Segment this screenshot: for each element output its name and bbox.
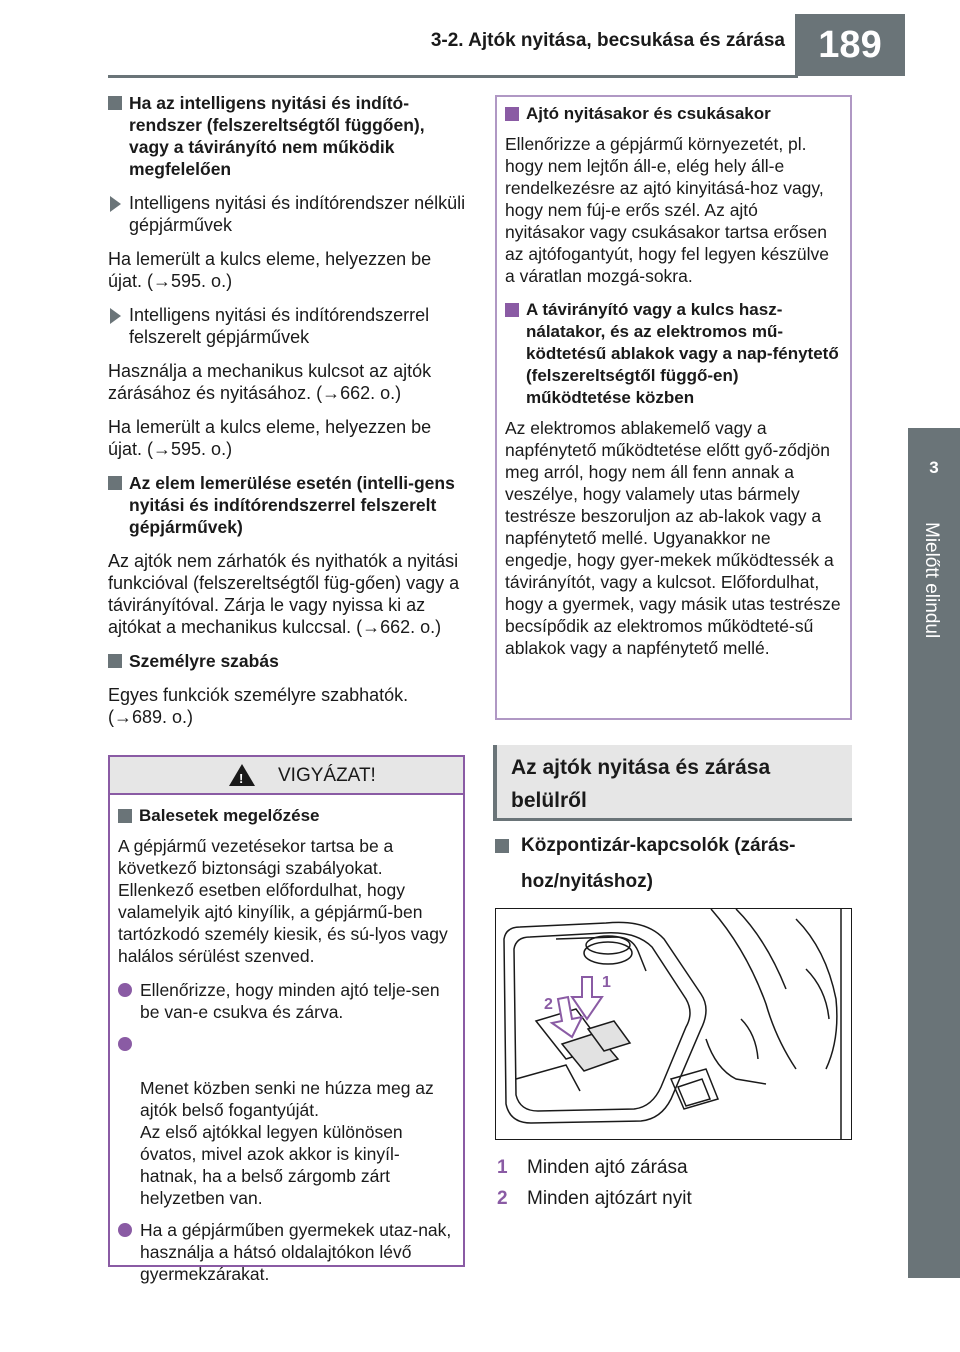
square-bullet-icon bbox=[505, 107, 519, 121]
square-bullet-icon bbox=[108, 476, 122, 490]
warning-body bbox=[110, 795, 463, 1285]
legend-number: 2 bbox=[497, 1188, 508, 1209]
triangle-bullet-icon bbox=[110, 308, 121, 324]
legend-text: Minden ajtózárt nyit bbox=[527, 1188, 692, 1209]
paragraph: Az elektromos ablakemelő vagy a napfénytető működtetése előtt győ-ződjön meg arról, hogy nem áll fenn annak a veszélye, hogy valamely utas bármely testrésze beszoruljon az ab-lakok vagy a napfénytető mellé. Ugyanakkor ne engedje, hogy gyer-mekek működtessék a távirányítót, vagy a kulcsot. Előfordulhat, hogy a gyermek, vagy másik utas testrésze becsípődik az elektromos működteté-sű ablakok vagy a napfénytető mellé. bbox=[505, 418, 841, 658]
arrow-item-no-smart-entry: Intelligens nyitási és indítórendszer nélküli gépjárművek bbox=[108, 192, 468, 236]
warning-intro: A gépjármű vezetésekor tartsa be a következő biztonsági szabályokat. Ellenkező esetben előfordulhat, hogy valamelyik ajtó kinyílik, a gépjármű-ben tartózkodó személy kiesik, és sú-lyos vagy halálos sérülést szenved. bbox=[118, 836, 448, 966]
square-bullet-icon bbox=[108, 654, 122, 668]
subheading-central-lock: Központizár-kapcsolók (zárás-hoz/nyitáshoz) bbox=[495, 828, 855, 900]
chapter-label: Mielőtt elindul bbox=[921, 522, 942, 639]
square-bullet-icon bbox=[495, 839, 509, 853]
callout-1: 1 bbox=[602, 974, 611, 991]
chapter-number-tab: 3 bbox=[908, 428, 960, 508]
callout-2: 2 bbox=[544, 996, 553, 1013]
paragraph: Az ajtók nem zárhatók és nyithatók a nyitási funkcióval (felszereltségtől füg-gően) vagy a távirányítóval. Zárja le vagy nyissa ki az ajtókat a mechanikus kulccsal. (→662. o.) bbox=[108, 551, 460, 637]
square-bullet-icon bbox=[505, 303, 519, 317]
heading-customization: Személyre szabás bbox=[108, 650, 468, 672]
circle-bullet-icon bbox=[118, 1223, 132, 1237]
legend-text: Minden ajtó zárása bbox=[527, 1157, 688, 1178]
square-bullet-icon bbox=[118, 809, 132, 823]
chapter-label-tab bbox=[908, 508, 960, 1278]
square-bullet-icon bbox=[108, 96, 122, 110]
warning-bullet: Menet közben senki ne húzza meg az ajtók belső fogantyúját. Az első ajtókkal legyen különösen óvatos, mivel azok akkor is kinyíl-hatnak, ha a belső zárgomb zárt helyzetben van. bbox=[118, 1033, 455, 1209]
page-number: 189 bbox=[795, 14, 905, 76]
info-heading-remote-windows: A távirányító vagy a kulcs hasz-nálatakor, és az elektromos mű-ködtetésű ablakok vagy a nap-fénytető (felszereltségtől függő-en) működtetése közben bbox=[505, 299, 842, 409]
header-rule bbox=[108, 75, 798, 78]
left-column bbox=[108, 92, 468, 740]
warning-header bbox=[110, 757, 463, 795]
legend-number: 1 bbox=[497, 1157, 508, 1178]
door-lock-switch-illustration bbox=[495, 908, 852, 1140]
heading-battery-depletion: Az elem lemerülése esetén (intelli-gens nyitási és indítórendszerrel felszerelt gépjárművek) bbox=[108, 472, 468, 538]
warning-heading: Balesetek megelőzése bbox=[118, 805, 455, 827]
info-box bbox=[495, 95, 852, 720]
warning-bullet: Ha a gépjárműben gyermekek utaz-nak, használja a hátsó oldalajtókon lévő gyermekzárakat. bbox=[118, 1219, 455, 1285]
exclamation-icon: ! bbox=[239, 771, 244, 786]
warning-box bbox=[108, 755, 465, 1284]
warning-bullet: Ellenőrizze, hogy minden ajtó telje-sen be van-e csukva és zárva. bbox=[118, 979, 455, 1023]
section-title: 3-2. Ajtók nyitása, becsukása és zárása bbox=[430, 30, 785, 51]
circle-bullet-icon bbox=[118, 1037, 132, 1051]
legend-item-1 bbox=[495, 1157, 688, 1179]
section-heading: Az ajtók nyitása és zárása belülről bbox=[493, 745, 852, 821]
info-heading-door-open-close: Ajtó nyitásakor és csukásakor bbox=[505, 103, 842, 125]
triangle-bullet-icon bbox=[110, 196, 121, 212]
paragraph: Ellenőrizze a gépjármű környezetét, pl. hogy nem lejtőn áll-e, elég hely áll-e rendelkezésre az ajtó kinyitásá-hoz vagy, hogy nem fúj-e erős szél. Az ajtó nyitásakor vagy csukásakor tartsa erősen az ajtófogantyút, hogy fel legyen készülve a váratlan mozgá-sokra. bbox=[505, 134, 829, 286]
door-panel-drawing bbox=[496, 909, 852, 1140]
paragraph: Ha lemerült a kulcs eleme, helyezzen be újat. (→595. o.) bbox=[108, 417, 432, 459]
heading-remote-not-working: Ha az intelligens nyitási és indító-rendszer (felszereltségtől függően), vagy a távirányító nem működik megfelelően bbox=[108, 92, 468, 180]
circle-bullet-icon bbox=[118, 983, 132, 997]
paragraph: Használja a mechanikus kulcsot az ajtók zárásához és nyitásához. (→662. o.) bbox=[108, 361, 432, 403]
legend-item-2 bbox=[495, 1188, 692, 1210]
warning-title: VIGYÁZAT! bbox=[278, 765, 376, 786]
paragraph: Ha lemerült a kulcs eleme, helyezzen be újat. (→595. o.) bbox=[108, 249, 432, 291]
arrow-item-smart-entry: Intelligens nyitási és indítórendszerrel felszerelt gépjárművek bbox=[108, 304, 468, 348]
paragraph: Egyes funkciók személyre szabhatók. (→689. o.) bbox=[108, 685, 409, 727]
